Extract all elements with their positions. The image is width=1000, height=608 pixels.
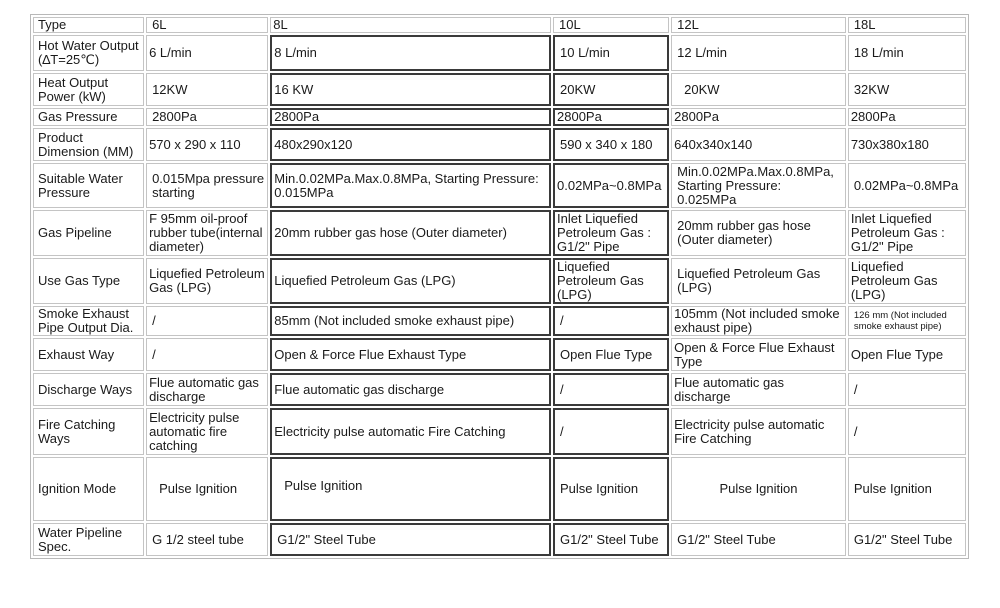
row-label: Discharge Ways xyxy=(33,373,144,406)
cell-12l: Liquefied Petroleum Gas (LPG) xyxy=(671,258,846,304)
table-row xyxy=(33,258,966,304)
cell-18l: 126 mm (Not included smoke exhaust pipe) xyxy=(848,306,966,336)
spec-table xyxy=(30,14,969,559)
cell-6l: Liquefied Petroleum Gas (LPG) xyxy=(146,258,268,304)
table-row xyxy=(33,210,966,256)
cell-8l: Open & Force Flue Exhaust Type xyxy=(270,338,551,371)
cell-10l: 20KW xyxy=(553,73,669,106)
table-row xyxy=(33,306,966,336)
cell-12l: Min.0.02MPa.Max.0.8MPa, Starting Pressure: 0.025MPa xyxy=(671,163,846,208)
cell-6l: G 1/2 steel tube xyxy=(146,523,268,556)
table-row xyxy=(33,373,966,406)
cell-10l: 590 x 340 x 180 xyxy=(553,128,669,161)
cell-18l: / xyxy=(848,373,966,406)
cell-10l: 0.02MPa~0.8MPa xyxy=(553,163,669,208)
cell-10l: 2800Pa xyxy=(553,108,669,126)
row-label: Heat Output Power (kW) xyxy=(33,73,144,106)
cell-8l: Flue automatic gas discharge xyxy=(270,373,551,406)
row-label: Gas Pressure xyxy=(33,108,144,126)
cell-18l: 730x380x180 xyxy=(848,128,966,161)
cell-6l: Pulse Ignition xyxy=(146,457,268,521)
row-label: Product Dimension (MM) xyxy=(33,128,144,161)
cell-6l: 0.015Mpa pressure starting xyxy=(146,163,268,208)
cell-12l: 640x340x140 xyxy=(671,128,846,161)
cell-12l: Open & Force Flue Exhaust Type xyxy=(671,338,846,371)
cell-12l: 20KW xyxy=(671,73,846,106)
cell-8l: G1/2" Steel Tube xyxy=(270,523,551,556)
cell-18l: Inlet Liquefied Petroleum Gas : G1/2" Pipe xyxy=(848,210,966,256)
table-row xyxy=(33,338,966,371)
cell-8l: Pulse Ignition xyxy=(270,457,551,521)
cell-10l: 10 L/min xyxy=(553,35,669,71)
header-8l: 8L xyxy=(270,17,551,33)
cell-6l: 6 L/min xyxy=(146,35,268,71)
cell-8l: Liquefied Petroleum Gas (LPG) xyxy=(270,258,551,304)
table-row xyxy=(33,73,966,106)
cell-8l: 85mm (Not included smoke exhaust pipe) xyxy=(270,306,551,336)
header-6l: 6L xyxy=(146,17,268,33)
cell-6l: 570 x 290 x 110 xyxy=(146,128,268,161)
cell-12l: 105mm (Not included smoke exhaust pipe) xyxy=(671,306,846,336)
cell-6l: Flue automatic gas discharge xyxy=(146,373,268,406)
row-label: Hot Water Output (∆T=25℃) xyxy=(33,35,144,71)
table-row xyxy=(33,408,966,455)
row-label: Suitable Water Pressure xyxy=(33,163,144,208)
row-label: Gas Pipeline xyxy=(33,210,144,256)
cell-12l: 12 L/min xyxy=(671,35,846,71)
table-row xyxy=(33,108,966,126)
cell-6l: Electricity pulse automatic fire catching xyxy=(146,408,268,455)
cell-6l: 12KW xyxy=(146,73,268,106)
row-label: Ignition Mode xyxy=(33,457,144,521)
row-label: Smoke Exhaust Pipe Output Dia. xyxy=(33,306,144,336)
cell-18l: Open Flue Type xyxy=(848,338,966,371)
header-10l: 10L xyxy=(553,17,669,33)
cell-18l: Liquefied Petroleum Gas (LPG) xyxy=(848,258,966,304)
cell-6l: / xyxy=(146,306,268,336)
cell-10l: / xyxy=(553,408,669,455)
cell-8l: 2800Pa xyxy=(270,108,551,126)
cell-12l: Pulse Ignition xyxy=(671,457,846,521)
row-label: Fire Catching Ways xyxy=(33,408,144,455)
cell-10l: Pulse Ignition xyxy=(553,457,669,521)
cell-12l: 2800Pa xyxy=(671,108,846,126)
cell-10l: G1/2" Steel Tube xyxy=(553,523,669,556)
cell-8l: 8 L/min xyxy=(270,35,551,71)
table-row xyxy=(33,457,966,521)
cell-18l: G1/2" Steel Tube xyxy=(848,523,966,556)
cell-18l: 18 L/min xyxy=(848,35,966,71)
row-label: Use Gas Type xyxy=(33,258,144,304)
cell-18l: / xyxy=(848,408,966,455)
cell-8l: 480x290x120 xyxy=(270,128,551,161)
row-label: Water Pipeline Spec. xyxy=(33,523,144,556)
table-row xyxy=(33,35,966,71)
table-row xyxy=(33,128,966,161)
cell-8l: Min.0.02MPa.Max.0.8MPa, Starting Pressure: 0.015MPa xyxy=(270,163,551,208)
cell-8l: 16 KW xyxy=(270,73,551,106)
header-12l: 12L xyxy=(671,17,846,33)
cell-6l: / xyxy=(146,338,268,371)
header-row xyxy=(33,17,966,33)
cell-6l: F 95mm oil-proof rubber tube(internal diameter) xyxy=(146,210,268,256)
cell-12l: G1/2" Steel Tube xyxy=(671,523,846,556)
table-row xyxy=(33,523,966,556)
cell-12l: Flue automatic gas discharge xyxy=(671,373,846,406)
cell-12l: 20mm rubber gas hose (Outer diameter) xyxy=(671,210,846,256)
cell-12l: Electricity pulse automatic Fire Catching xyxy=(671,408,846,455)
cell-8l: 20mm rubber gas hose (Outer diameter) xyxy=(270,210,551,256)
cell-10l: Open Flue Type xyxy=(553,338,669,371)
cell-10l: Liquefied Petroleum Gas (LPG) xyxy=(553,258,669,304)
cell-6l: 2800Pa xyxy=(146,108,268,126)
cell-18l: Pulse Ignition xyxy=(848,457,966,521)
cell-18l: 2800Pa xyxy=(848,108,966,126)
row-label: Exhaust Way xyxy=(33,338,144,371)
cell-8l: Electricity pulse automatic Fire Catching xyxy=(270,408,551,455)
table-row xyxy=(33,163,966,208)
cell-10l: / xyxy=(553,306,669,336)
cell-10l: / xyxy=(553,373,669,406)
cell-10l: Inlet Liquefied Petroleum Gas : G1/2" Pipe xyxy=(553,210,669,256)
header-18l: 18L xyxy=(848,17,966,33)
header-type: Type xyxy=(33,17,144,33)
cell-18l: 0.02MPa~0.8MPa xyxy=(848,163,966,208)
cell-18l: 32KW xyxy=(848,73,966,106)
